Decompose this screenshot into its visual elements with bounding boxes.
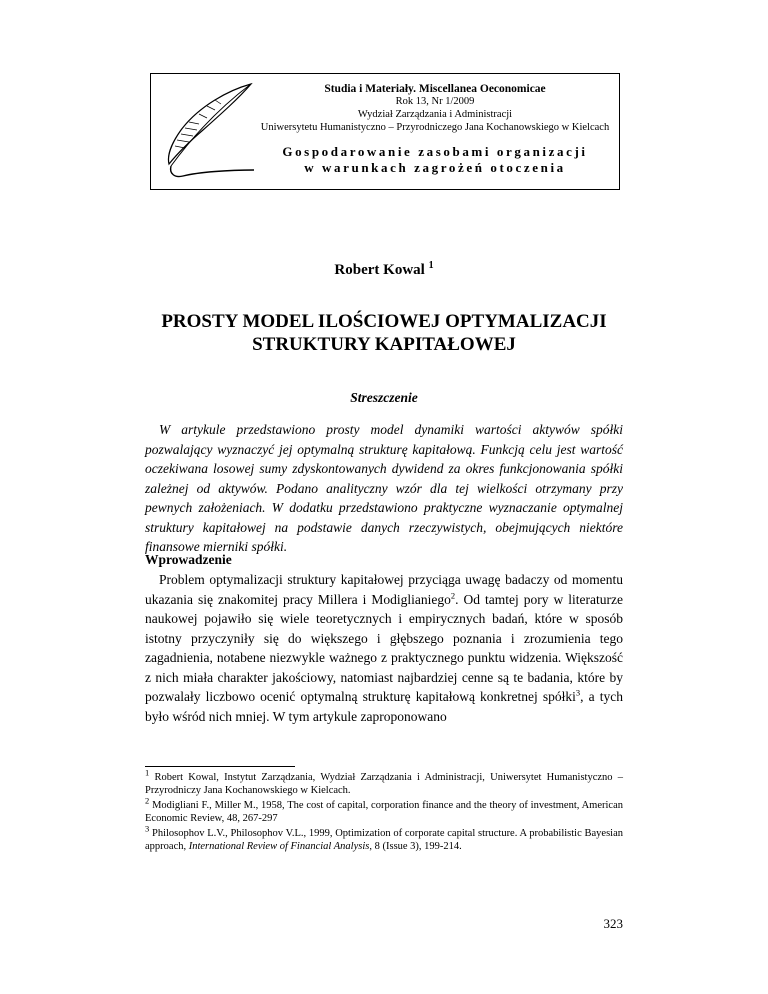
section-heading-introduction: Wprowadzenie — [145, 552, 232, 567]
author-footnote-mark: 1 — [428, 260, 434, 271]
footnotes — [145, 767, 624, 855]
intro-text-part1: Problem optymalizacji struktury kapitałowej przyciąga uwagę badaczy od momentu ukazania się znakomitej pracy Millera i Modiglianiego — [145, 572, 623, 607]
footnote-2 — [145, 795, 623, 825]
journal-faculty: Wydział Zarządzania i Administracji — [357, 109, 513, 120]
footnote-text: Modigliani F., Miller M., 1958, The cost of capital, corporation finance and the theory of investment, American Economic Review, 48, 267-297 — [145, 800, 623, 824]
intro-text-part3: , a tych było wśród nich mniej. W tym artykule zaproponowano — [145, 689, 623, 724]
footnote-1 — [145, 767, 624, 797]
abstract-text: W artykule przedstawiono prosty model dynamiki wartości aktywów spółki pozwalający wyznaczyć jej optymalną strukturę kapitałową. Funkcją celu jest wartość oczekiwana losowej sumy zdyskontowanych dywidend za okres funkcjonowania spółki zależnej od aktywów. Podano analityczny wzór dla tej wielkości otrzymany przy pewnych założeniach. W dodatku przedstawiono praktyczne wyznaczanie optymalnej struktury kapitałowej na podstawie danych rzeczywistych, obejmujących niektóre finansowe mierniki spółki. — [145, 422, 623, 554]
author-name-text: Robert Kowal — [334, 262, 425, 278]
journal-issue: Rok 13, Nr 1/2009 — [395, 96, 475, 107]
footnote-journal-name: International Review of Financial Analysis — [188, 841, 370, 852]
journal-title: Studia i Materiały. Miscellanea Oeconomicae — [324, 83, 546, 95]
footnote-mark: 3 — [145, 823, 150, 834]
quill-pen-icon — [159, 78, 259, 186]
footnote-mark: 2 — [145, 795, 150, 806]
paper-title — [0, 310, 768, 356]
footnote-mark: 1 — [145, 767, 150, 778]
footnote-text: Philosophov L.V., Philosophov V.L., 1999, Optimization of corporate capital structure. A probabilistic Bayesian approach, — [145, 828, 623, 852]
issue-topic-line2: w warunkach zagrożeń otoczenia — [304, 160, 566, 175]
author-name — [0, 262, 768, 279]
intro-text-part2: . Od tamtej pory w literaturze naukowej pojawiło się wiele teoretycznych i empirycznych badań, które w sposób istotny przyczyniły się do większego i głębszego poznania i zrozumienia tego zagadnienia, notabene niezwykle ważnego z praktycznego punktu widzenia. Większość z nich miała charakter jakościowy, natomiast najbardziej cenne są te badania, które by pozwalały liczbowo ocenić optymalną strukturę kapitałową konkretnej spółki — [145, 591, 623, 704]
journal-university: Uniwersytetu Humanistyczno – Przyrodniczego Jana Kochanowskiego w Kielcach — [260, 122, 610, 133]
abstract-heading: Streszczenie — [350, 390, 418, 405]
paper-title-line1: PROSTY MODEL ILOŚCIOWEJ OPTYMALIZACJI — [161, 311, 607, 332]
header-text-block — [251, 74, 619, 176]
footnote-text-end: , 8 (Issue 3), 199-214. — [369, 841, 462, 852]
page-number: 323 — [603, 916, 623, 931]
footnote-ref-3[interactable]: 3 — [575, 687, 581, 698]
issue-topic-line1: Gospodarowanie zasobami organizacji — [282, 144, 588, 159]
footnote-separator — [145, 766, 295, 767]
footnote-text: Robert Kowal, Instytut Zarządzania, Wydział Zarządzania i Administracji, Uniwersytet Humanistyczno – Przyrodniczy Jana Kochanowskiego w Kielcach. — [145, 772, 624, 796]
footnote-3 — [145, 823, 623, 853]
footnote-ref-2[interactable]: 2 — [450, 590, 456, 600]
introduction-paragraph — [145, 570, 623, 726]
journal-header-box — [150, 73, 620, 190]
paper-title-line2: STRUKTURY KAPITAŁOWEJ — [252, 334, 516, 355]
